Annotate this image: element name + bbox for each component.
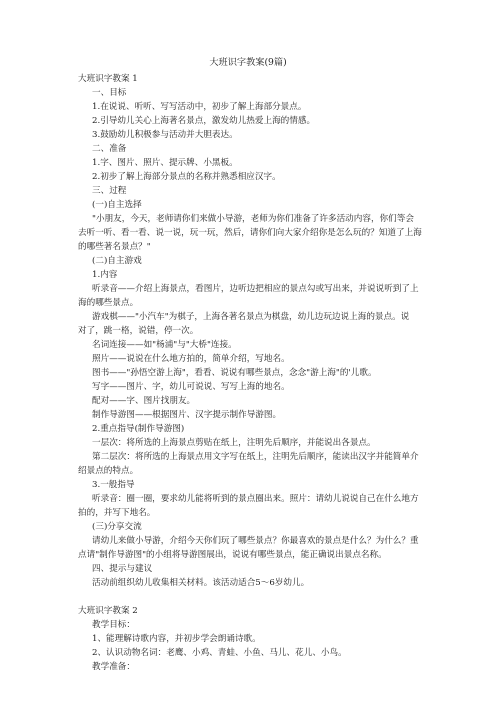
text-line: 教学目标： bbox=[92, 620, 135, 630]
text-line: 名词连接——如"杨浦"与"大桥"连接。 bbox=[92, 340, 237, 350]
document-title: 大班识字教案(9篇) bbox=[209, 57, 287, 68]
text-line: 图书——"孙悟空游上海"，看看、说说有哪些景点，念念"游上海"的'儿歌。 bbox=[92, 368, 377, 378]
text-line: 请幼儿来做小导游，介绍今天你们玩了哪些景点？你最喜欢的景点是什么？为什么？重 bbox=[92, 536, 419, 546]
section-heading: 大班识字教案 1 bbox=[78, 74, 138, 84]
section-heading: 大班识字教案 2 bbox=[78, 606, 138, 616]
text-line: 3.一般指导 bbox=[92, 480, 135, 490]
text-line: (一)自主选择 bbox=[92, 200, 142, 210]
text-line: 配对——字、图片找朋友。 bbox=[92, 396, 196, 406]
text-line: (三)分享交流 bbox=[92, 522, 142, 532]
text-line: 对了，跳一格，说错，停一次。 bbox=[78, 326, 199, 336]
text-line: 点请"制作导游图"的小组将导游图展出，说说有哪些景点，能正确说出景点名称。 bbox=[78, 550, 387, 560]
text-line: 2.初步了解上海部分景点的名称并熟悉相应汉字。 bbox=[92, 172, 281, 182]
text-line: "小朋友，今天，老师请你们来做小导游，老师为你们准备了许多活动内容，你们等会 bbox=[92, 214, 414, 224]
text-line: 制作导游图——根据图片、汉字提示制作导游图。 bbox=[92, 410, 282, 420]
text-line: 教学准备： bbox=[92, 662, 135, 672]
text-line: 绍景点的特点。 bbox=[78, 466, 139, 476]
text-line: 一层次：将所选的上海景点剪贴在纸上，注明先后顺序，并能说出各景点。 bbox=[92, 438, 376, 448]
text-line: 听录音——介绍上海景点，看图片，边听边把相应的景点勾或写出来，并说说听到了上 bbox=[92, 284, 419, 294]
text-line: 一、目标 bbox=[92, 88, 127, 98]
text-line: 写字——图片、字，幼儿可说说、写写上海的地名。 bbox=[92, 382, 290, 392]
text-line: (二)自主游戏 bbox=[92, 256, 142, 266]
text-line: 1.字、图片、照片、提示牌、小黑板。 bbox=[92, 158, 238, 168]
text-line: 第二层次：将所选的上海景点用文字写在纸上，注明先后顺序，能读出汉字并能简单介 bbox=[92, 452, 419, 462]
text-line: 海的哪些景点。 bbox=[78, 298, 139, 308]
text-line: 1.在说说、听听、写写活动中，初步了解上海部分景点。 bbox=[92, 102, 307, 112]
text-line: 2.重点指导(制作导游图) bbox=[92, 424, 185, 434]
text-line: 拍的，并写下地名。 bbox=[78, 508, 156, 518]
text-line: 四、提示与建议 bbox=[92, 564, 153, 574]
text-line: 的哪些著名景点？" bbox=[78, 242, 151, 252]
text-line: 游戏棋——"小汽车"为棋子，上海各著名景点为棋盘，幼儿边玩边说上海的景点。说 bbox=[92, 312, 410, 322]
text-line: 去听一听、看一看、说一说，玩一玩，然后，请你们向大家介绍你是怎么玩的？知道了上海 bbox=[78, 228, 422, 238]
text-line: 3.鼓励幼儿积极参与活动并大胆表达。 bbox=[92, 130, 238, 140]
text-line: 听录音：圈一圈，要求幼儿能将听到的景点圈出来。照片：请幼儿说说自己在什么地方 bbox=[92, 494, 419, 504]
text-line: 三、过程 bbox=[92, 186, 127, 196]
text-line: 2.引导幼儿关心上海著名景点，激发幼儿热爱上海的情感。 bbox=[92, 116, 316, 126]
text-line: 1.内容 bbox=[92, 270, 118, 280]
text-line: 二、准备 bbox=[92, 144, 127, 154]
text-line: 1、能理解诗歌内容，并初步学会朗诵诗歌。 bbox=[92, 634, 261, 644]
text-line: 活动前组织幼儿收集相关材料。该活动适合5～6岁幼儿。 bbox=[92, 578, 310, 588]
text-line: 照片——说说在什么地方拍的，简单介绍，写地名。 bbox=[92, 354, 290, 364]
text-line: 2、认识动物名词：老鹰、小鸡、青蛙、小鱼、马儿、花儿、小鸟。 bbox=[92, 648, 347, 658]
